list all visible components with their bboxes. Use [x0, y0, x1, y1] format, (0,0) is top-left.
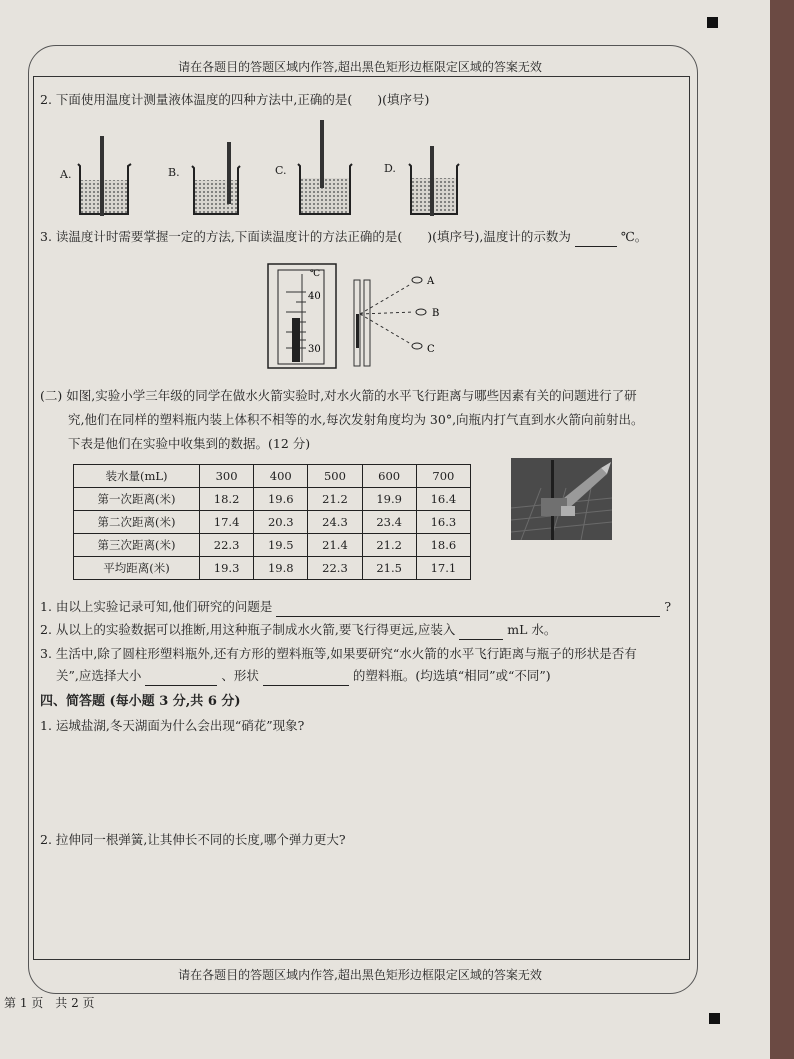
- table-cell: 第二次距离(米): [74, 511, 200, 534]
- section-4-question-2: 2. 拉伸同一根弹簧,让其伸长不同的长度,哪个弹力更大?: [40, 832, 346, 847]
- option-a-label: A.: [60, 168, 72, 181]
- sub-question-1-prompt: 1. 由以上实验记录可知,他们研究的问题是: [40, 599, 273, 614]
- sub-question-3-line2: [56, 666, 551, 686]
- beaker-c-icon: [296, 118, 354, 218]
- table-cell: 23.4: [362, 511, 416, 534]
- sub-question-1-end: ?: [664, 599, 672, 614]
- table-cell: 19.8: [254, 557, 308, 580]
- water-rocket-photo: [511, 458, 612, 540]
- thermometer-figure: [266, 262, 446, 372]
- table-cell: 第三次距离(米): [74, 534, 200, 557]
- beaker-b-icon: [190, 138, 242, 218]
- page-number: 第 1 页 共 2 页: [4, 996, 95, 1010]
- table-cell: 16.4: [416, 488, 470, 511]
- table-header: 700: [416, 465, 470, 488]
- table-cell: 19.3: [200, 557, 254, 580]
- table-cell: 第一次距离(米): [74, 488, 200, 511]
- table-cell: 16.3: [416, 511, 470, 534]
- tick-40: 40: [308, 291, 321, 302]
- shape-blank[interactable]: [263, 671, 349, 686]
- sub-question-3-part-a: 关”,应选择大小: [56, 668, 142, 683]
- question-3-unit: ℃。: [620, 229, 648, 244]
- eye-label-c: C: [427, 344, 435, 355]
- table-row: [74, 488, 471, 511]
- table-header: 300: [200, 465, 254, 488]
- sub-question-2-end: mL 水。: [507, 622, 557, 637]
- corner-mark-bottom-right: [709, 1013, 720, 1024]
- table-cell: 21.2: [362, 534, 416, 557]
- reading-blank[interactable]: [575, 232, 617, 247]
- question-3-prompt: 3. 读温度计时需要掌握一定的方法,下面读温度计的方法正确的是( )(填序号),温度计的示数为: [40, 229, 571, 244]
- table-cell: 20.3: [254, 511, 308, 534]
- beaker-d-icon: [407, 144, 461, 218]
- section-4-title: 四、简答题 (每小题 3 分,共 6 分): [40, 694, 241, 709]
- experiment-data-table: [73, 464, 471, 580]
- sub-question-3-part-b: 、形状: [221, 668, 259, 683]
- option-b-label: B.: [168, 166, 180, 179]
- sub-question-2-prompt: 2. 从以上的实验数据可以推断,用这种瓶子制成水火箭,要飞行得更远,应装入: [40, 622, 456, 637]
- sub-question-2: [40, 620, 556, 640]
- table-row: [74, 557, 471, 580]
- table-header: 装水量(mL): [74, 465, 200, 488]
- table-cell: 19.6: [254, 488, 308, 511]
- table-cell: 平均距离(米): [74, 557, 200, 580]
- table-cell: 21.2: [308, 488, 362, 511]
- table-cell: 17.4: [200, 511, 254, 534]
- table-cell: 21.4: [308, 534, 362, 557]
- water-volume-blank[interactable]: [459, 625, 503, 640]
- part2-line3: 下表是他们在实验中收集到的数据。(12 分): [68, 436, 311, 451]
- table-header: 400: [254, 465, 308, 488]
- table-cell: 19.9: [362, 488, 416, 511]
- table-cell: 22.3: [200, 534, 254, 557]
- table-row: [74, 511, 471, 534]
- sub-question-3-line1: 3. 生活中,除了圆柱形塑料瓶外,还有方形的塑料瓶等,如果要研究“水火箭的水平飞行距离与瓶子的形状是否有: [40, 646, 637, 661]
- table-cell: 21.5: [362, 557, 416, 580]
- table-cell: 17.1: [416, 557, 470, 580]
- eye-label-b: B: [432, 308, 440, 319]
- table-cell: 22.3: [308, 557, 362, 580]
- table-header: 600: [362, 465, 416, 488]
- question-2-text: 2. 下面使用温度计测量液体温度的四种方法中,正确的是( )(填序号): [40, 92, 430, 107]
- table-cell: 18.2: [200, 488, 254, 511]
- research-question-blank[interactable]: [276, 602, 660, 617]
- table-row: [74, 534, 471, 557]
- footer-note: 请在各题目的答题区域内作答,超出黑色矩形边框限定区域的答案无效: [178, 968, 542, 982]
- part2-line2: 究,他们在同样的塑料瓶内装上体积不相等的水,每次发射角度均为 30°,向瓶内打气直到水火箭向前射出。: [68, 412, 644, 427]
- size-blank[interactable]: [145, 671, 217, 686]
- section-4-question-1: 1. 运城盐湖,冬天湖面为什么会出现“硝花”现象?: [40, 718, 305, 733]
- table-header-row: [74, 465, 471, 488]
- thermometer-unit: ℃: [310, 269, 321, 279]
- sub-question-1: [40, 597, 671, 617]
- tick-30: 30: [308, 344, 321, 355]
- option-c-label: C.: [275, 164, 287, 177]
- corner-mark-top-right: [707, 17, 718, 28]
- part2-line1: (二) 如图,实验小学三年级的同学在做水火箭实验时,对水火箭的水平飞行距离与哪些因素有关的问题进行了研: [40, 388, 637, 403]
- table-cell: 19.5: [254, 534, 308, 557]
- question-3-text: [40, 227, 647, 247]
- table-cell: 18.6: [416, 534, 470, 557]
- table-header: 500: [308, 465, 362, 488]
- eye-label-a: A: [427, 276, 435, 287]
- option-d-label: D.: [384, 162, 396, 175]
- sub-question-3-part-c: 的塑料瓶。(均选填“相同”或“不同”): [352, 668, 551, 683]
- beaker-a-icon: [76, 134, 134, 218]
- header-note: 请在各题目的答题区域内作答,超出黑色矩形边框限定区域的答案无效: [178, 60, 542, 74]
- table-cell: 24.3: [308, 511, 362, 534]
